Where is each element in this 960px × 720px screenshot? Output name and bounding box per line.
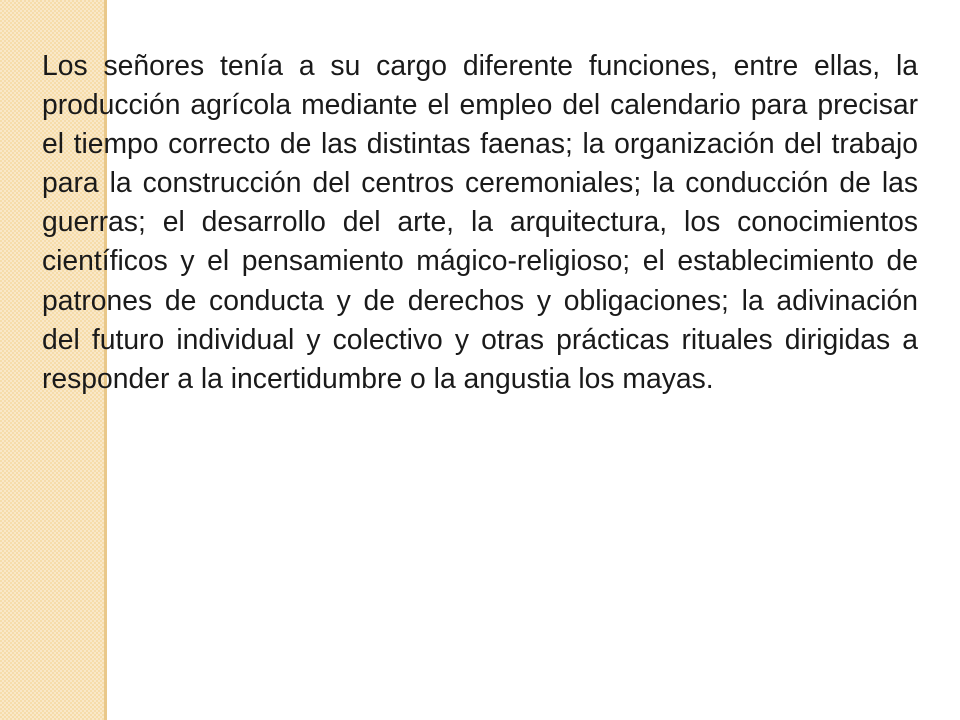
body-paragraph: Los señores tenía a su cargo diferente funciones, entre ellas, la producción agrícola mediante el empleo del calendario para precisar el tiempo correcto de las distintas faenas; la organización del trabajo para la construcción del centros ceremoniales; la conducción de las guerras; el desarrollo del arte, la arquitectura, los conocimientos científicos y el pensamiento mágico-religioso; el establecimiento de patrones de conducta y de derechos y obligaciones; la adivinación del futuro individual y colectivo y otras prácticas rituales dirigidas a responder a la incertidumbre o la angustia los mayas.: [42, 49, 918, 394]
